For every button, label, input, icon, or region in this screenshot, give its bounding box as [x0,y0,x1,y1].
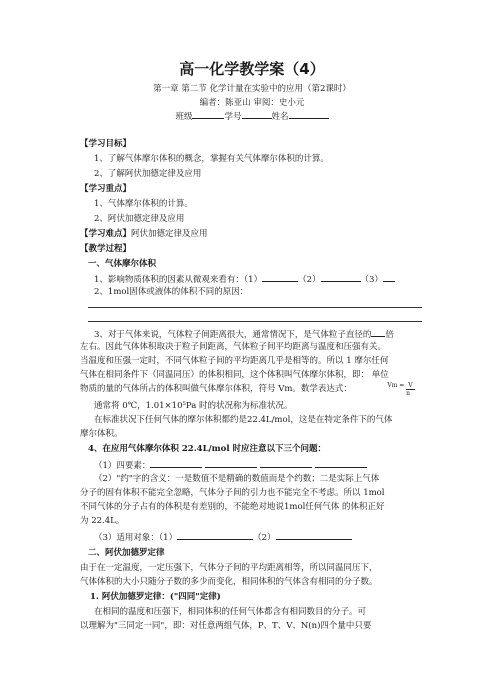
difficulty-heading: 【学习难点】 [80,229,132,239]
answer-line[interactable] [88,307,422,308]
id-blank[interactable] [242,110,272,119]
key-points-heading: 【学习重点】 [80,184,132,194]
formula-denominator: n [406,390,410,397]
name-blank[interactable] [289,110,329,119]
editors-line: 编者：陈亚山 审阅：史小元 [199,98,305,108]
answer-blank[interactable] [276,531,352,540]
question-2: 2、1mol固体或液体的体积不同的原因： [94,287,249,297]
avogadro-law-text: 以理解为"三同定一同"，即：对任意两组气体，P、T、V、N(n)四个量中只要 [80,621,372,631]
standard-conditions-text: 在标准状况下任何气体的摩尔体积都约是22.4L/mol，这是在特定条件下的气体 [94,415,393,425]
question-3-text: 当温度和压强一定时，不同气体粒子间的平均距离几乎是相等的。所以 1 摩尔任何 [80,356,389,366]
standard-conditions-text: 摩尔体积。 [80,429,123,439]
question-3-text: 物质的量的气体所占的体积叫做气体摩尔体积，符号 Vm。数学表达式： [80,384,352,394]
question-3-text: 左右。因此气体体积取决于粒子间距离，气体粒子间平均距离与温度和压强有关。 [80,342,387,352]
avogadro-law-text: 在相同的温度和压强下，相同体积的任何气体都含有相同数目的分子。可 [94,607,367,617]
answer-blank[interactable] [315,459,367,468]
student-info-line [0,110,504,122]
section2-heading: 二、阿伏加德罗定律 [88,548,165,558]
page-title: 高一化学教学案（4） [179,60,325,78]
difficulty-text: 阿伏加德定律及应用 [131,229,208,239]
standard-conditions-text: 通常将 0℃，1.01×10⁵Pa 时的状况称为标准状况。 [94,401,293,411]
id-label: 学号 [224,112,242,122]
class-label: 班级 [175,112,193,122]
question-3-text: 气体在相同条件下（同温同压）的体积相同，这个体积叫气体摩尔体积，即： 单位 [80,370,389,380]
question-1: 1、影响物质体积的因素从微观来看有：（1） （2） （3） [94,273,395,286]
process-heading: 【教学过程】 [80,244,132,254]
answer-blank[interactable] [321,273,361,282]
key-point-item: 1、气体摩尔体积的计算。 [94,199,193,209]
question-4-2-text: 为 22.4L。 [80,516,125,526]
difficulty-line [80,229,208,240]
goal-item: 2、了解阿伏加德定律及应用 [94,169,202,179]
question-4-2-text: 分子的固有体积不能完全忽略，气体分子间的引力也不能完全不考虑。所以 1mol [80,488,385,498]
class-blank[interactable] [192,110,224,119]
answer-blank[interactable] [205,459,257,468]
key-point-item: 2、阿伏加德定律及应用 [94,214,185,224]
answer-blank[interactable] [150,459,202,468]
question-4-3: （3）适用对象：（1） （2） [94,531,352,544]
section2-text: 气体体积的大小只随分子数的多少而变化，相同体积的气体含有相同的分子数。 [80,577,378,587]
question-3-text: 3、对于气体来说，气体粒子间距离很大，通常情况下，是气体粒子直径的 倍 [94,330,394,340]
answer-blank[interactable] [260,459,312,468]
answer-line[interactable] [88,321,422,322]
question-4-2-text: （2）"约"字的含义：一是数值不是精确的数值而是个约数；二是实际上气体 [94,474,380,484]
answer-blank[interactable] [177,531,253,540]
section2-text: 由于在一定温度，一定压强下，气体分子间的平均距离相等，所以同温同压下， [80,563,378,573]
question-4-1: （1）四要素： [94,459,367,472]
molar-volume-formula: Vm = V n [387,382,413,397]
section1-heading: 一、气体摩尔体积 [88,259,157,269]
goals-heading: 【学习目标】 [80,139,132,149]
chapter-subtitle: 第一章 第二节 化学计量在实验中的应用（第2课时） [153,84,351,94]
answer-blank[interactable] [371,328,385,337]
question-4-2-text: 不同气体的分子占有的体积是有差别的，不能绝对地说1mol任何气体 的体积正好 [80,502,385,512]
avogadro-law-heading: 1. 阿伏加德罗定律：("四同"定律) [90,592,221,602]
name-label: 姓名 [271,112,289,122]
question-4-heading: 4、在应用气体摩尔体积 22.4L/mol 时应注意以下三个问题： [88,444,327,454]
answer-blank[interactable] [262,273,298,282]
goal-item: 1、了解气体摩尔体积的概念，掌握有关气体摩尔体积的计算。 [94,154,329,164]
formula-numerator: V [408,382,413,389]
answer-blank[interactable] [383,273,395,282]
